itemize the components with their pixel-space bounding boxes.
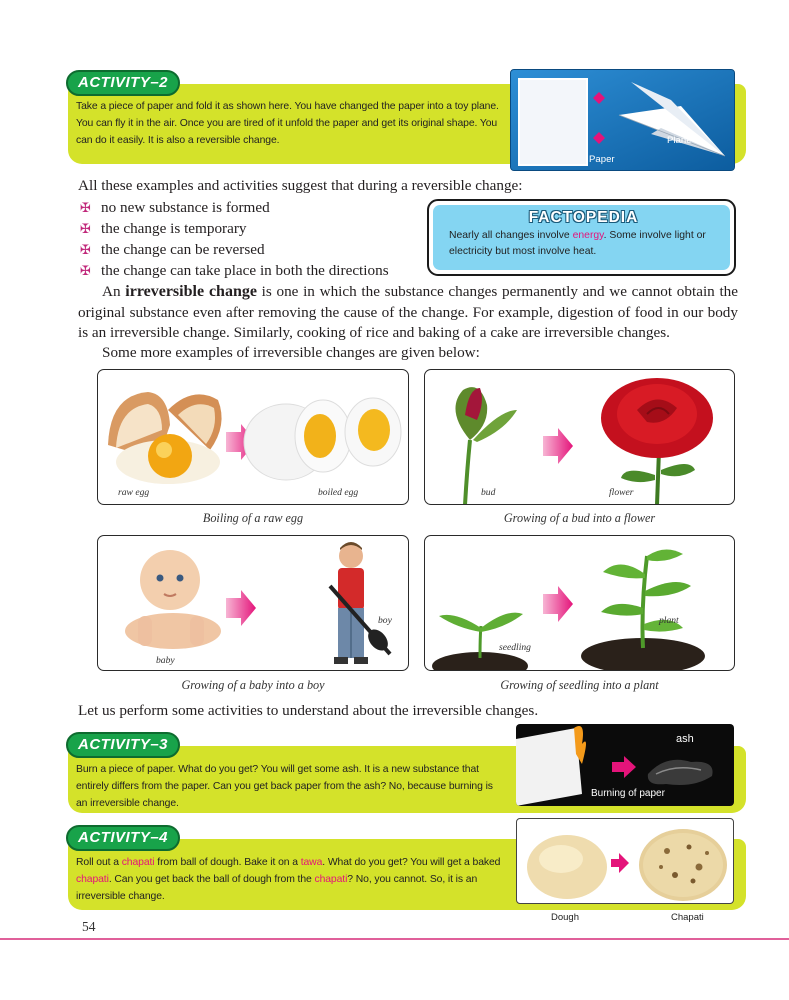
dough-icon [527,835,607,899]
factopedia-text: Nearly all changes involve energy. Some involve light or electricity but most involve heat. [449,230,706,257]
bullet-mark-icon: ✠ [80,201,91,216]
list-item: ✠ the change is temporary [80,218,389,239]
paper-plane-image [510,69,735,171]
chapati-icon [639,829,727,901]
caption-seedling: Growing of seedling into a plant [500,678,659,692]
activity-2-title: ACTIVITY–2 [66,70,180,96]
intro-text: All these examples and activities suggest that during a reversible change: [78,177,523,194]
dough-chapati-illustration [517,819,734,904]
rose-illustration [425,370,735,505]
page-number: 54 [82,919,96,934]
activity-3-title: ACTIVITY–3 [66,732,180,758]
activity-4-text: Roll out a chapati from ball of dough. Bake it on a tawa. What do you get? You will get a baked chapati. Can you get back the ball of dough from the chapati? No, you cannot. So, it is an irreversible change. [76,857,501,902]
plant-label: plant [659,615,679,626]
chapati-label: Chapati [671,912,704,923]
example-panel-rose [424,369,735,505]
paper-sheet [516,728,582,806]
paper-label: Paper [589,154,615,165]
plane-label: Plane [667,135,692,146]
list-item: ✠ no new substance is formed [80,197,389,218]
caption-rose: Growing of a bud into a flower [503,511,656,525]
bullet-mark-icon: ✠ [80,222,91,237]
activities-intro: Let us perform some activities to understand about the irreversible changes. [78,702,539,719]
bullet-mark-icon: ✠ [80,243,91,258]
factopedia-box [427,199,736,276]
irreversible-paragraph: An irreversible change is one in which the substance changes permanently and we cannot obtain the original substance even after removing the cause of the change. For example, digestion of food in our body is an irreversible change. Similarly, cooking of rice and baking of a cake are irreversible changes. [78,283,739,341]
list-item: ✠ the change can take place in both the directions [80,260,389,281]
ash-icon [648,760,713,785]
egg-illustration [98,370,409,505]
example-panel-egg [97,369,409,505]
caption-egg: Boiling of a raw egg [202,511,304,525]
boy-label: boy [378,615,392,626]
activity-3-text: Burn a piece of paper. What do you get? You will get some ash. It is a new substance that entirely differs from the paper. Can you get back paper from the ash? No, because burning is an irreversible change. [76,764,493,809]
ash-label: ash [676,733,694,745]
baby-label: baby [156,655,175,666]
example-panel-seedling [424,535,735,671]
caption-baby: Growing of a baby into a boy [181,678,325,692]
seedling-illustration [425,536,735,671]
dough-label: Dough [551,912,579,923]
plant-icon [581,549,705,671]
boiled-egg-icon [244,398,401,480]
baby-icon [125,550,221,649]
activity-4-title: ACTIVITY–4 [66,825,180,851]
paper-plane-illustration [511,70,735,171]
reversible-bullet-list [80,197,389,281]
boiled-egg-label: boiled egg [318,487,359,498]
examples-intro: Some more examples of irreversible changes are given below: [102,344,480,361]
baby-illustration [98,536,409,671]
rose-flower-icon [601,378,713,505]
seedling-label: seedling [499,642,531,653]
footer-divider [0,938,789,940]
burning-paper-label: Burning of paper [591,788,665,799]
boy-icon [330,542,392,664]
raw-egg-label: raw egg [118,487,150,498]
raw-egg-icon [108,392,222,484]
irreversible-term: irreversible change [125,283,257,300]
activity-2-text: Take a piece of paper and fold it as shown here. You have changed the paper into a toy plane. You can fly it in the air. Once you are tired of it unfold the paper and get its original shape. You can do it easily. It is also a reversible change. [76,101,499,146]
flower-label: flower [609,487,634,498]
example-panel-baby [97,535,409,671]
dough-chapati-image [516,818,734,904]
bud-label: bud [481,487,496,498]
list-item: ✠ the change can be reversed [80,239,389,260]
factopedia-title: FACTOPEDIA [528,209,639,226]
bullet-mark-icon: ✠ [80,264,91,279]
